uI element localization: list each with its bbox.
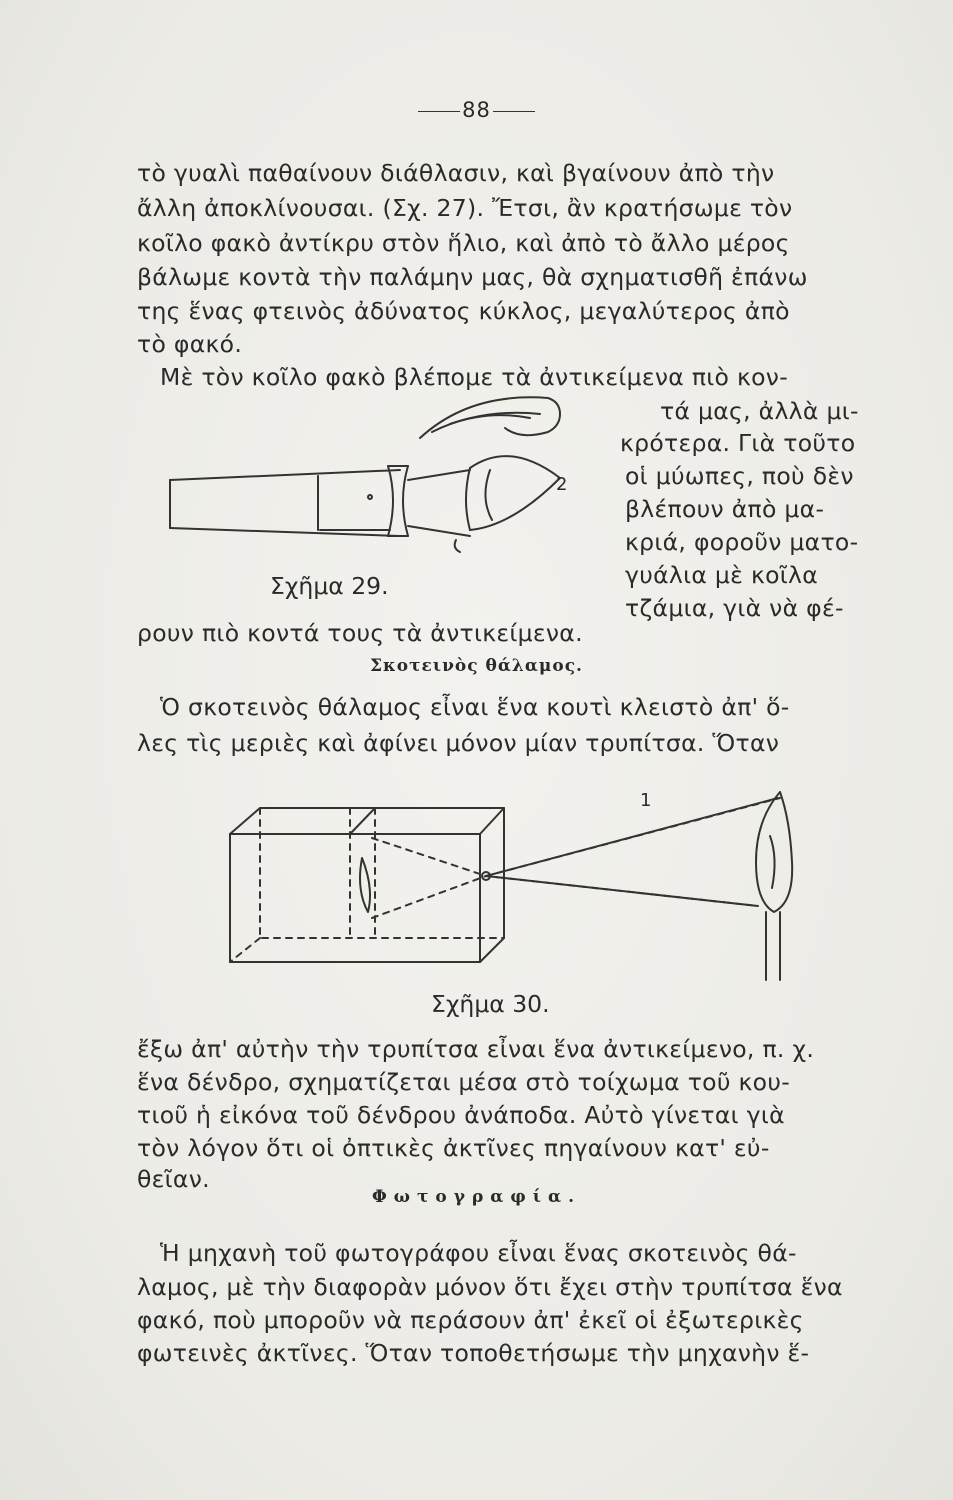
text-line: γυάλια μὲ κοῖλα [625,561,819,589]
section-heading-photography: Φωτογραφία. [372,1187,581,1207]
text-line: βλέπουν ἀπὸ μα- [625,495,825,523]
text-line: τὸ φακό. [137,330,243,358]
text-line: τζάμια, γιὰ νὰ φέ- [625,594,844,622]
text-line: κρότερα. Γιὰ τοῦτο [620,429,856,457]
text-line: βάλωμε κοντὰ τὴν παλάμην μας, θὰ σχηματισθῆ ἐπάνω [137,263,808,291]
figure-29-label: 2 [556,474,568,495]
text-line: Ἡ μηχανὴ τοῦ φωτογράφου εἶναι ἕνας σκοτεινὸς θά- [160,1239,797,1267]
text-line: ρουν πιὸ κοντά τους τὰ ἀντικείμενα. [137,619,583,647]
text-line: ἕνα δένδρο, σχηματίζεται μέσα στὸ τοίχωμα τοῦ κου- [137,1068,790,1096]
text-line: τά μας, ἀλλὰ μι- [660,397,859,425]
text-line: Ὁ σκοτεινὸς θάλαμος εἶναι ἕνα κουτὶ κλειστὸ ἀπ' ὅ- [160,693,790,721]
text-line: λες τὶς μεριὲς καὶ ἀφίνει μόνον μίαν τρυπίτσα. Ὅταν [137,729,780,757]
text-line: τὸ γυαλὶ παθαίνουν διάθλασιν, καὶ βγαίνουν ἀπὸ τὴν [137,159,775,187]
text-line: οἱ μύωπες, ποὺ δὲν [625,462,854,490]
section-heading-dark-chamber: Σκοτεινὸς θάλαμος. [370,656,583,676]
text-line: ἄλλη ἀποκλίνουσαι. (Σχ. 27). Ἔτσι, ἂν κρατήσωμε τὸν [137,194,793,222]
text-line: φωτεινὲς ἀκτῖνες. Ὅταν τοποθετήσωμε τὴν μηχανὴν ἕ- [137,1339,810,1367]
text-line: τιοῦ ἡ εἰκόνα τοῦ δένδρου ἀνάποδα. Αὐτὸ γίνεται γιὰ [137,1101,785,1129]
text-line: τὸν λόγον ὅτι οἱ ὀπτικὲς ἀκτῖνες πηγαίνουν κατ' εὐ- [137,1134,770,1162]
text-line: κριά, φοροῦν ματο- [625,528,859,556]
figure-30-caption: Σχῆμα 30. [431,990,550,1018]
text-line: Μὲ τὸν κοῖλο φακὸ βλέπομε τὰ ἀντικείμενα πιὸ κον- [160,363,789,391]
text-line: θεῖαν. [137,1165,210,1193]
text-line: φακό, ποὺ μποροῦν νὰ περάσουν ἀπ' ἐκεῖ οἱ ἐξωτερικὲς [137,1306,804,1334]
text-line: της ἕνας φτεινὸς ἀδύνατος κύκλος, μεγαλύτερος ἀπὸ [137,297,790,325]
text-line: κοῖλο φακὸ ἀντίκρυ στὸν ἥλιο, καὶ ἀπὸ τὸ ἄλλο μέρος [137,229,790,257]
page-number: 88 [0,98,953,122]
figure-30-label: 1 [640,790,652,811]
text-line: ἔξω ἀπ' αὐτὴν τὴν τρυπίτσα εἶναι ἕνα ἀντικείμενο, π. χ. [137,1035,815,1063]
text-line: λαμος, μὲ τὴν διαφορὰν μόνον ὅτι ἔχει στὴν τρυπίτσα ἕνα [137,1273,843,1301]
figure-29-caption: Σχῆμα 29. [270,572,389,600]
